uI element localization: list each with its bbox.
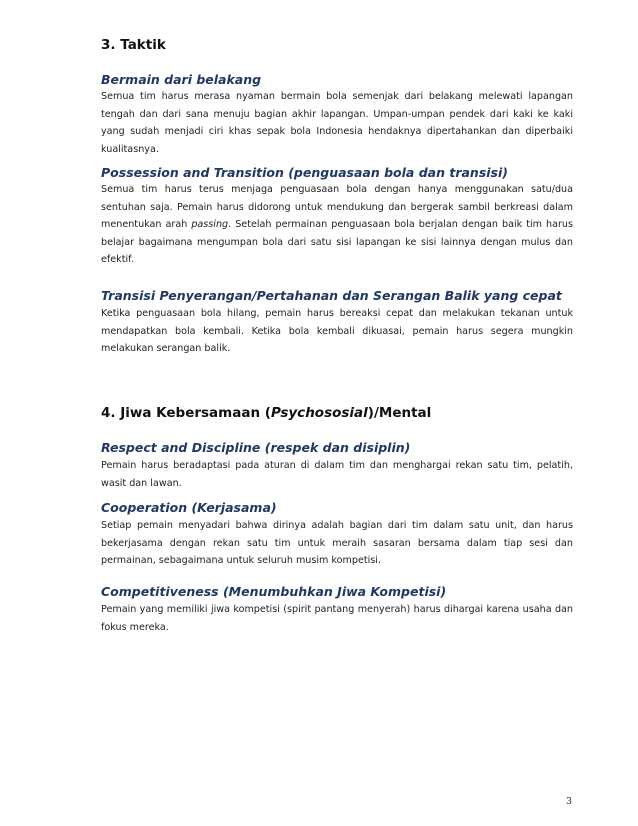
heading-text: )/Mental	[367, 405, 432, 421]
section-heading-taktik: 3. Taktik	[101, 37, 166, 53]
heading-text: 4. Jiwa Kebersamaan (	[101, 405, 271, 421]
paragraph-text: Semua tim harus terus menjaga penguasaan bola dengan hanya menggunakan satu/dua sentuhan saja. Pemain harus didorong untuk mendukung dan bergerak sambil berkreasi dalam menentukan arah	[101, 184, 573, 230]
paragraph-text: . Setelah permainan penguasaan bola berjalan dengan baik tim harus belajar bagaimana mengumpan bola dari satu sisi lapangan ke sisi lainnya dengan mulus dan efektif.	[101, 219, 573, 265]
subheading-cooperation: Cooperation (Kerjasama)	[101, 500, 277, 515]
subheading-transisi-penyerangan: Transisi Penyerangan/Pertahanan dan Serangan Balik yang cepat	[101, 288, 562, 303]
heading-italic-term: Psychososial	[270, 405, 368, 421]
paragraph-possession-transition	[101, 181, 573, 269]
section-heading-jiwa-kebersamaan	[101, 405, 431, 421]
paragraph-cooperation: Setiap pemain menyadari bahwa dirinya adalah bagian dari tim dalam satu unit, dan harus bekerjasama dengan rekan satu tim untuk meraih sasaran bersama dalam tiap sesi dan permainan, sebagaimana untuk seluruh musim kompetisi.	[101, 520, 573, 566]
page-number: 3	[566, 796, 573, 807]
subheading-possession-transition: Possession and Transition (penguasaan bola dan transisi)	[101, 165, 508, 180]
paragraph-competitiveness: Pemain yang memiliki jiwa kompetisi (spirit pantang menyerah) harus dihargai karena usaha dan fokus mereka.	[101, 604, 573, 633]
subheading-bermain-dari-belakang: Bermain dari belakang	[101, 72, 262, 87]
paragraph-italic-term: passing	[191, 219, 229, 230]
subheading-respect-discipline: Respect and Discipline (respek dan disiplin)	[101, 440, 411, 455]
paragraph-respect-discipline: Pemain harus beradaptasi pada aturan di dalam tim dan menghargai rekan satu tim, pelatih, wasit dan lawan.	[101, 460, 573, 489]
paragraph-transisi-penyerangan: Ketika penguasaan bola hilang, pemain harus bereaksi cepat dan melakukan tekanan untuk mendapatkan bola kembali. Ketika bola kembali dikuasai, pemain harus segera mungkin melakukan serangan balik.	[101, 308, 573, 354]
subheading-competitiveness: Competitiveness (Menumbuhkan Jiwa Kompetisi)	[101, 584, 447, 599]
paragraph-bermain-dari-belakang: Semua tim harus merasa nyaman bermain bola semenjak dari belakang melewati lapangan tengah dan dari sana menuju bagian akhir lapangan. Umpan-umpan pendek dari kaki ke kaki yang sudah menjadi ciri khas sepak bola Indonesia hendaknya dipertahankan dan diperbaiki kualitasnya.	[101, 91, 573, 155]
